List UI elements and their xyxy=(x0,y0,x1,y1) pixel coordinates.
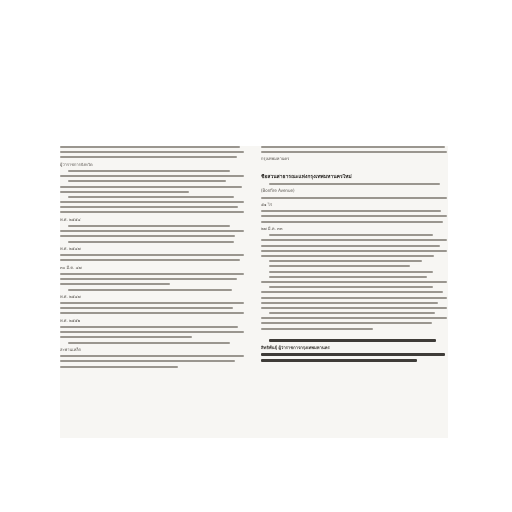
text-fragment: ผู้ว่าราชการจังหวัด xyxy=(60,161,93,167)
text-line xyxy=(261,215,447,217)
text-fragment: พ.ศ. ๒๕๕๒ xyxy=(60,317,81,323)
text-fragment: พ.ศ. ๒๕๔๗ xyxy=(60,245,81,251)
text-fragment: กรุงเทพมหานคร xyxy=(261,156,290,162)
text-line xyxy=(60,355,244,357)
text-fragment: พ.ศ. ๒๕๔๗ xyxy=(60,293,81,299)
text-line xyxy=(60,186,242,188)
text-line xyxy=(68,289,232,291)
text-line xyxy=(269,276,427,278)
text-line xyxy=(261,255,434,257)
section-heading: ชื่อสวนสาธารณะแห่งกรุงเทพมหานครใหม่ xyxy=(261,173,352,180)
text-line xyxy=(60,211,244,213)
text-line xyxy=(261,322,432,324)
text-line xyxy=(269,339,436,342)
text-line xyxy=(269,271,433,273)
text-line xyxy=(60,326,238,328)
text-line xyxy=(261,151,447,153)
text-line xyxy=(68,342,230,344)
signature-block: สิทธิพันธุ์ ผู้ว่าราชการกรุงเทพมหานคร xyxy=(261,344,330,350)
document-page xyxy=(60,146,448,438)
text-line xyxy=(60,259,240,261)
text-line xyxy=(269,260,422,262)
text-line xyxy=(269,183,440,185)
text-line xyxy=(261,239,447,241)
text-line xyxy=(261,245,440,247)
text-line xyxy=(68,180,226,182)
text-line xyxy=(60,273,244,275)
text-line xyxy=(261,221,443,223)
text-line xyxy=(68,170,230,172)
text-line xyxy=(60,312,244,314)
text-line xyxy=(60,146,240,148)
text-fragment: ๓๐ มี.ค. ๔๗ xyxy=(60,264,82,270)
text-fragment: สะพานเหล็ก xyxy=(60,346,82,352)
text-fragment: ๒๗ มี.ค. ๓๓ xyxy=(261,225,283,231)
text-line xyxy=(261,250,447,252)
text-line xyxy=(60,278,237,280)
text-line xyxy=(60,302,244,304)
left-text-column xyxy=(60,146,244,368)
text-line xyxy=(60,360,235,362)
text-line xyxy=(60,366,178,368)
text-line xyxy=(60,331,244,333)
text-line xyxy=(60,336,192,338)
text-line xyxy=(269,234,433,236)
text-line xyxy=(261,359,417,362)
text-line xyxy=(60,254,244,256)
text-line xyxy=(68,196,234,198)
text-line xyxy=(261,210,441,212)
text-line xyxy=(60,201,244,203)
text-line xyxy=(261,291,443,293)
text-line xyxy=(60,191,189,193)
text-line xyxy=(60,307,233,309)
text-line xyxy=(261,302,438,304)
text-line xyxy=(60,156,237,158)
text-line xyxy=(60,206,238,208)
text-fragment: ๕๑ ไร่ xyxy=(261,201,272,207)
text-line xyxy=(68,241,234,243)
text-line xyxy=(269,286,433,288)
text-line xyxy=(261,307,447,309)
text-line xyxy=(68,225,230,227)
text-line xyxy=(261,297,447,299)
text-line xyxy=(269,265,410,267)
right-text-column xyxy=(261,146,447,362)
text-line xyxy=(60,151,244,153)
text-line xyxy=(60,175,244,177)
text-line xyxy=(261,146,445,148)
text-line xyxy=(60,230,244,232)
text-fragment: (Bonfire Avenue) xyxy=(261,188,295,194)
text-line xyxy=(269,312,435,314)
text-line xyxy=(60,283,170,285)
text-line xyxy=(261,281,447,283)
text-line xyxy=(261,328,373,330)
text-line xyxy=(261,353,445,356)
text-line xyxy=(261,197,447,199)
text-fragment: พ.ศ. ๒๕๕๔ xyxy=(60,216,81,222)
text-line xyxy=(261,317,447,319)
text-line xyxy=(60,235,235,237)
